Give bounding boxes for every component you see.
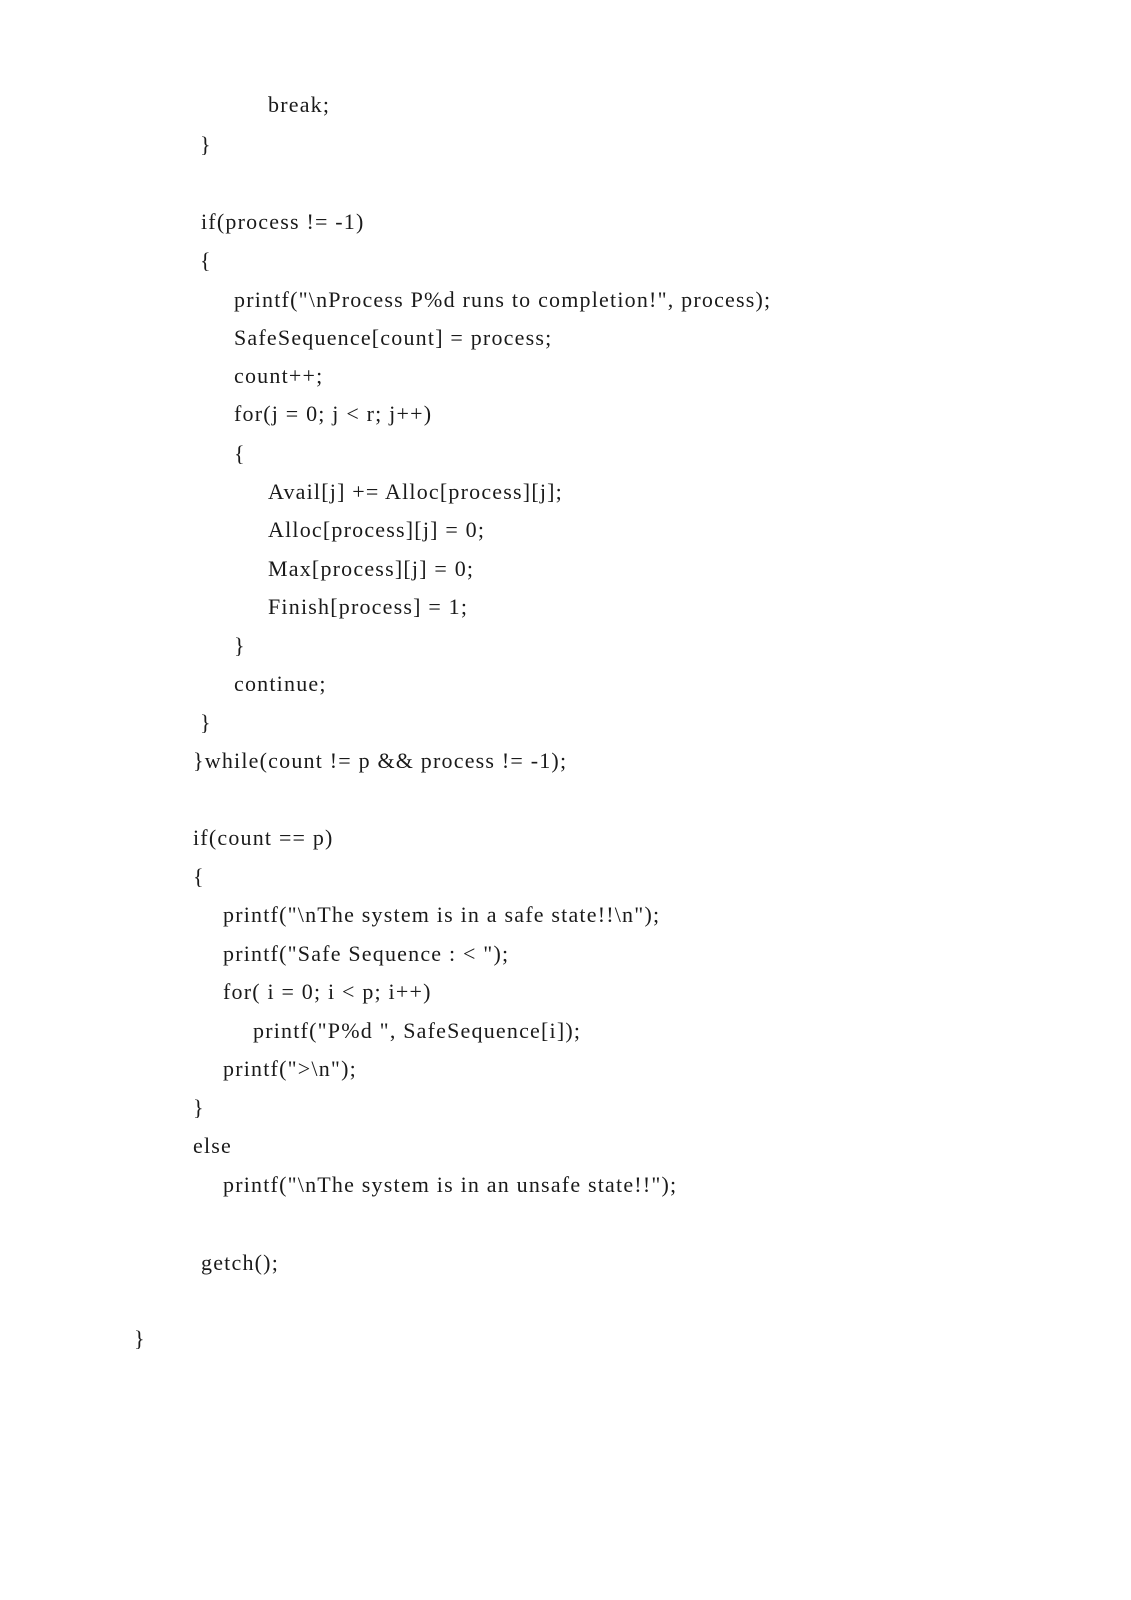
code-line-open-brace: {: [234, 441, 246, 466]
code-line-printf-unsafe: printf("\nThe system is in an unsafe state!!");: [223, 1172, 678, 1197]
code-line-printf-close: printf(">\n");: [223, 1056, 357, 1081]
code-line-for-i: for( i = 0; i < p; i++): [223, 979, 432, 1004]
code-line-break: break;: [268, 92, 331, 117]
code-line-else: else: [193, 1133, 233, 1158]
code-line-printf-sequence: printf("Safe Sequence : < ");: [223, 941, 510, 966]
code-line-count-increment: count++;: [234, 363, 324, 388]
code-line-safe-sequence: SafeSequence[count] = process;: [234, 325, 553, 350]
code-line-printf-process: printf("\nProcess P%d runs to completion!", process);: [234, 287, 772, 312]
code-line-getch: getch();: [201, 1250, 280, 1275]
code-line-continue: continue;: [234, 671, 327, 696]
code-line-printf-safe: printf("\nThe system is in a safe state!!\n");: [223, 902, 661, 927]
code-line-while: }while(count != p && process != -1);: [193, 748, 568, 773]
code-line-printf-p: printf("P%d ", SafeSequence[i]);: [253, 1018, 582, 1043]
code-line-close-brace: }: [200, 710, 212, 735]
code-line-alloc: Alloc[process][j] = 0;: [268, 517, 486, 542]
code-line-finish: Finish[process] = 1;: [268, 594, 469, 619]
code-line-final-brace: }: [134, 1326, 146, 1351]
code-line-open-brace: {: [200, 248, 212, 273]
code-line-open-brace: {: [193, 864, 205, 889]
code-line-avail: Avail[j] += Alloc[process][j];: [268, 479, 563, 504]
code-line-max: Max[process][j] = 0;: [268, 556, 475, 581]
code-line-if-count: if(count == p): [193, 825, 334, 850]
code-line-if-process: if(process != -1): [201, 209, 365, 234]
code-line-for-j: for(j = 0; j < r; j++): [234, 401, 433, 426]
code-line-close-brace: }: [193, 1095, 205, 1120]
code-line-close-brace: }: [200, 132, 212, 157]
code-line-close-brace: }: [234, 633, 246, 658]
